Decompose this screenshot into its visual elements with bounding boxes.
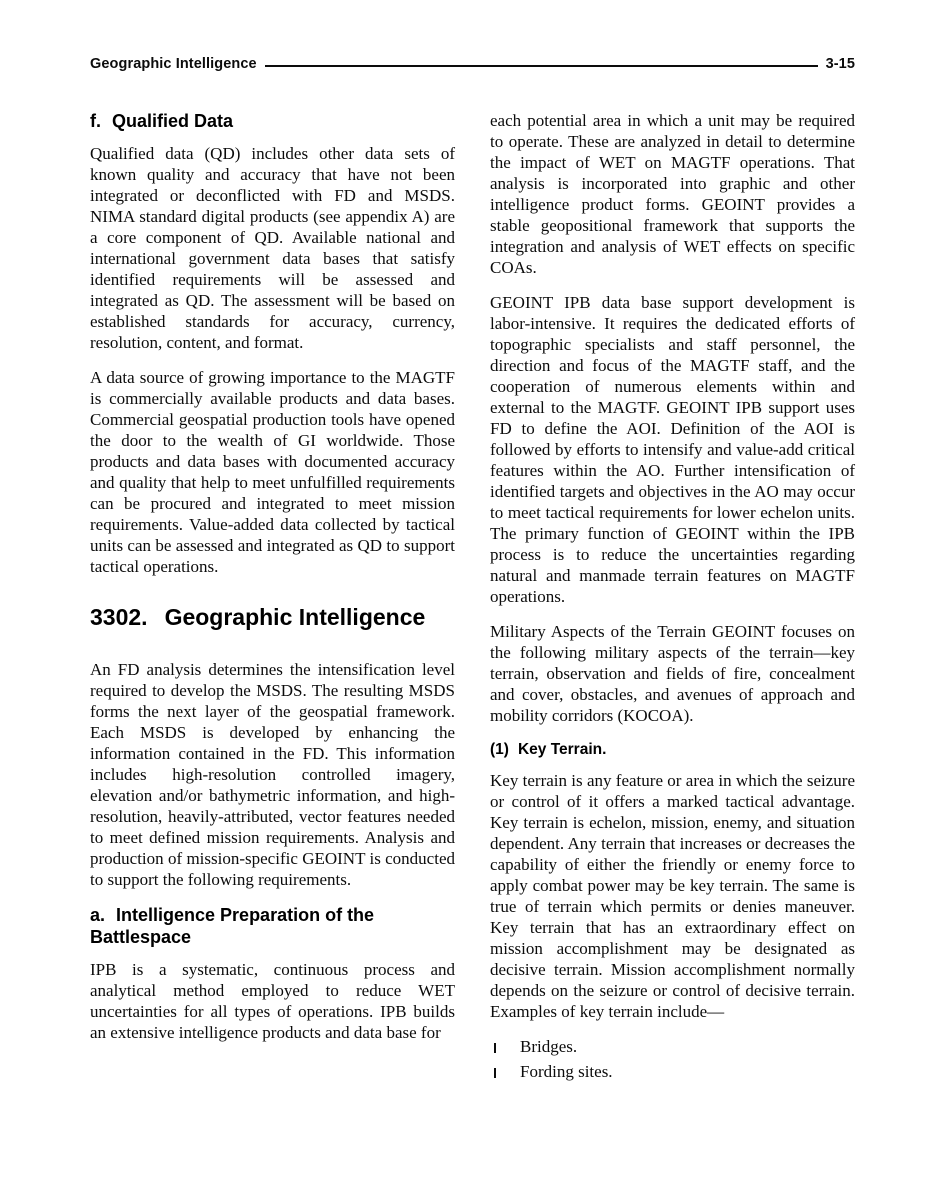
paragraph-military-aspects: Military Aspects of the Terrain GEOINT focuses on the following military aspects of the terrain—key terrain, observation and fields of fire, concealment and cover, obstacles, and avenues of approach and mobility corridors (KOCOA). bbox=[490, 622, 855, 725]
heading-ipb bbox=[90, 904, 455, 948]
list-item-text: Bridges. bbox=[520, 1037, 578, 1056]
heading-qualified-data bbox=[90, 110, 455, 132]
heading-label: a. bbox=[90, 905, 106, 925]
running-header-title: Geographic Intelligence bbox=[90, 56, 257, 72]
paragraph-3302-intro: An FD analysis determines the intensification level required to develop the MSDS. The resulting MSDS forms the next layer of the geospatial framework. Each MSDS is developed by enhancing the information contained in the FD. This information includes high-resolution controlled imagery, elevation and/or bathymetric information, and high-resolution, heavily-attributed, vector features needed to meet defined mission requirements. Analysis and production of mission-specific GEOINT is conducted to support the following requirements. bbox=[90, 660, 455, 889]
paragraph-geoint-ipb: GEOINT IPB data base support development is labor-intensive. It requires the dedicated efforts of topographic specialists and staff personnel, the direction and focus of the MAGTF staff, and the cooperation of numerous elements within and external to the MAGTF. GEOINT IPB support uses FD to define the AOI. Definition of the AOI is followed by efforts to intensify and value-add critical features within the AO. Further intensification of identified targets and objectives in the AO may occur to meet tactical requirements for lower echelon units. The primary function of GEOINT within the IPB process is to reduce the uncertainties regarding natural and manmade terrain features on MAGTF operations. bbox=[490, 293, 855, 606]
list-item bbox=[490, 1036, 855, 1057]
heading-key-terrain bbox=[490, 740, 855, 759]
section-number: 3302. bbox=[90, 604, 148, 630]
paragraph-continuation: each potential area in which a unit may be required to operate. These are analyzed in detail to determine the impact of WET on MAGTF operations. That analysis is incorporated into graphic and other intelligence product forms. GEOINT provides a stable geopositional framework that supports the integration and analysis of WET effects on specific COAs. bbox=[490, 111, 855, 277]
right-column bbox=[490, 110, 855, 1086]
paragraph-ipb: IPB is a systematic, continuous process and analytical method employed to reduce WET uncertainties for all types of operations. IPB builds an extensive intelligence products and data base for bbox=[90, 960, 455, 1042]
page-header bbox=[90, 56, 855, 72]
bullet-icon bbox=[494, 1068, 496, 1078]
heading-text: Intelligence Preparation of the Battlespace bbox=[90, 905, 375, 947]
heading-text: Key Terrain. bbox=[517, 741, 607, 758]
paragraph-qualified-data-1: Qualified data (QD) includes other data sets of known quality and accuracy that have not been integrated or deconflicted with FD and MSDS. NIMA standard digital products (see appendix A) are a core component of QD. Available national and international government data bases that satisfy identified requirements will be assessed and integrated as QD. The assessment will be based on established standards for accuracy, currency, resolution, content, and format. bbox=[90, 144, 455, 352]
key-terrain-bullet-list bbox=[490, 1036, 855, 1082]
left-column bbox=[90, 110, 455, 1086]
page-number: 3-15 bbox=[825, 56, 855, 72]
paragraph-qualified-data-2: A data source of growing importance to the MAGTF is commercially available products and data bases. Commercial geospatial production tools have opened the door to the wealth of GI worldwide. Those products and data bases with documented accuracy and quality that help to meet unfulfilled requirements can be procured and integrated to meet mission requirements. Value-added data collected by tactical units can be assessed and integrated as QD to support tactical operations. bbox=[90, 368, 455, 576]
section-heading-3302 bbox=[90, 603, 455, 631]
heading-label: (1) bbox=[490, 741, 509, 758]
bullet-icon bbox=[494, 1043, 496, 1053]
list-item bbox=[490, 1061, 855, 1082]
heading-label: f. bbox=[90, 111, 101, 131]
header-rule bbox=[265, 65, 818, 67]
paragraph-key-terrain: Key terrain is any feature or area in which the seizure or control of it offers a marked tactical advantage. Key terrain is echelon, mission, enemy, and situation dependent. Any terrain that increases or decreases the capability of either the friendly or enemy force to apply combat power may be key terrain. The same is true of terrain which permits or denies maneuver. Key terrain that has an extraordinary effect on mission accomplishment may be designated as decisive terrain. Mission accomplishment normally depends on the seizure or control of decisive terrain. Examples of key terrain include— bbox=[490, 771, 855, 1021]
section-title: Geographic Intelligence bbox=[164, 604, 426, 630]
heading-text: Qualified Data bbox=[112, 111, 234, 131]
list-item-text: Fording sites. bbox=[520, 1062, 613, 1081]
two-column-body bbox=[90, 110, 855, 1086]
